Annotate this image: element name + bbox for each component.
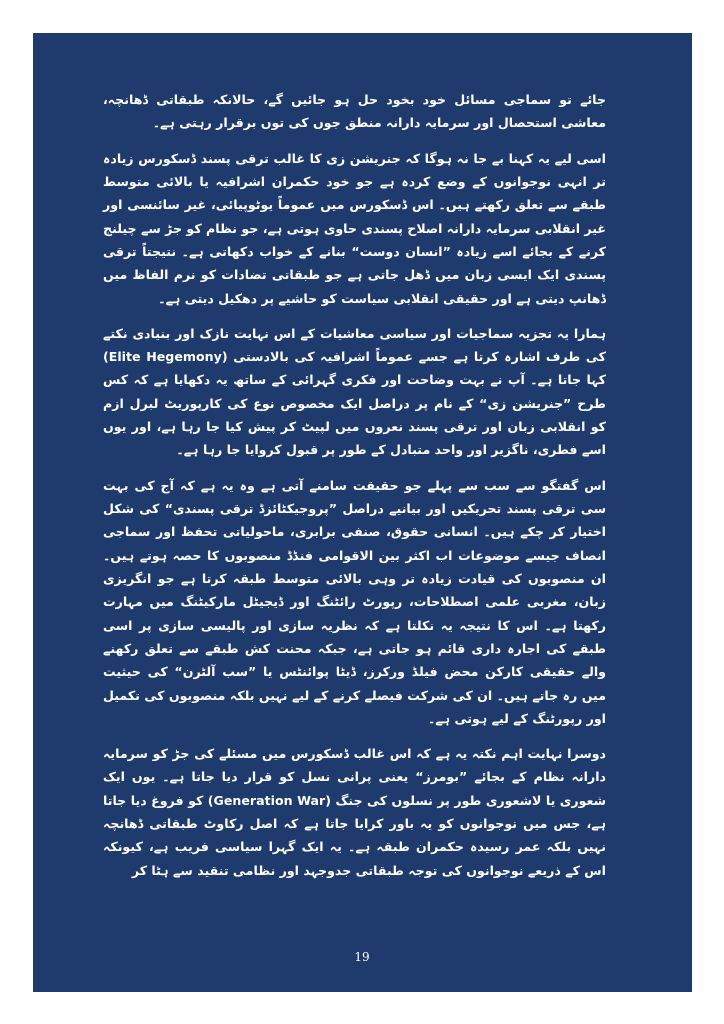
paragraph-5: دوسرا نہایت اہم نکتہ یہ ہے کہ اس غالب ڈسکورس میں مسئلے کی جڑ کو سرمایہ دارانہ نظام کے بجائے ”بومرز“ یعنی پرانی نسل کو قرار دیا جاتا ہے۔ یوں ایک شعوری یا لاشعوری طور پر نسلوں کی جنگ (Generation War) کو فروغ دیا جاتا ہے، جس میں نوجوانوں کو یہ باور کرایا جاتا ہے کہ اصل رکاوٹ طبقاتی ڈھانچہ نہیں بلکہ عمر رسیدہ حکمران طبقہ ہے۔ یہ ایک گہرا سیاسی فریب ہے، کیونکہ اس کے ذریعے نوجوانوں کی توجہ طبقاتی جدوجہد اور نظامی تنقید سے ہٹا کر (103, 746, 606, 878)
paragraph-4: اس گفتگو سے سب سے پہلے جو حقیقت سامنے آتی ہے وہ یہ ہے کہ آج کی بہت سی ترقی پسند تحریکیں اور بیانیے دراصل ”پروجیکٹائزڈ ترقی پسندی“ کی شکل اختیار کر چکے ہیں۔ انسانی حقوق، صنفی برابری، ماحولیاتی تحفظ اور سماجی انصاف جیسے موضوعات اب اکثر بین الاقوامی فنڈڈ منصوبوں کا حصہ ہوتے ہیں۔ ان منصوبوں کی قیادت زیادہ تر وہی بالائی متوسط طبقہ کرتا ہے جو انگریزی زبان، مغربی علمی اصطلاحات، رپورٹ رائٹنگ اور ڈیجیٹل مارکیٹنگ میں مہارت رکھتا ہے۔ اس کا نتیجہ یہ نکلتا ہے کہ نظریہ سازی اور پالیسی سازی پر اسی طبقے کی اجارہ داری قائم ہو جاتی ہے، جبکہ محنت کش طبقے سے تعلق رکھنے والے حقیقی کارکن محض فیلڈ ورکرز، ڈیٹا پوائنٹس یا ”سب آلٹرن“ کی حیثیت میں رہ جاتے ہیں۔ ان کی شرکت فیصلے کرنے کے لیے نہیں بلکہ منصوبوں کی تکمیل اور رپورٹنگ کے لیے ہوتی ہے۔ (103, 477, 606, 726)
paragraph-1: جائے تو سماجی مسائل خود بخود حل ہو جائیں گے، حالانکہ طبقاتی ڈھانچہ، معاشی استحصال اور سرمایہ دارانہ منطق جوں کی توں برقرار رہتی ہے۔ (103, 92, 606, 131)
paragraph-3: ہمارا یہ تجزیہ سماجیات اور سیاسی معاشیات کے اس نہایت نازک اور بنیادی نکتے کی طرف اشارہ کرتا ہے جسے عموماً اشرافیہ کی بالادستی (Elite Hegemony) کہا جاتا ہے۔ آپ نے بہت وضاحت اور فکری گہرائی کے ساتھ یہ دکھایا ہے کہ کس طرح ”جنریشن زی“ کے نام پر دراصل ایک مخصوص نوع کی کارپوریٹ لبرل ازم کو انقلابی زبان اور ترقی پسند نعروں میں لپیٹ کر پیش کیا جا رہا ہے، اور یوں اسے فطری، ناگزیر اور واحد متبادل کے طور پر قبول کروایا جا رہا ہے۔ (103, 325, 606, 458)
article-body (103, 88, 606, 894)
paragraph-2: اسی لیے یہ کہنا بے جا نہ ہوگا کہ جنریشن زی کا غالب ترقی پسند ڈسکورس زیادہ تر انہی نوجوانوں کے وضع کردہ ہے جو خود حکمران اشرافیہ یا بالائی متوسط طبقے سے تعلق رکھتے ہیں۔ اس ڈسکورس میں عموماً یوٹوپیائی، غیر سائنسی اور غیر انقلابی سرمایہ دارانہ اصلاح پسندی حاوی ہوتی ہے، جو نظام کو جڑ سے چیلنج کرنے کے بجائے اسے زیادہ ”انسان دوست“ بنانے کے خواب دکھاتی ہے۔ نتیجتاً ترقی پسندی ایک ایسی زبان میں ڈھل جاتی ہے جو طبقاتی تضادات کو نرم الفاظ میں ڈھانپ دیتی ہے اور حقیقی انقلابی سیاست کو حاشیے پر دھکیل دیتی ہے۔ (103, 150, 606, 306)
page-number: 19 (354, 950, 370, 964)
